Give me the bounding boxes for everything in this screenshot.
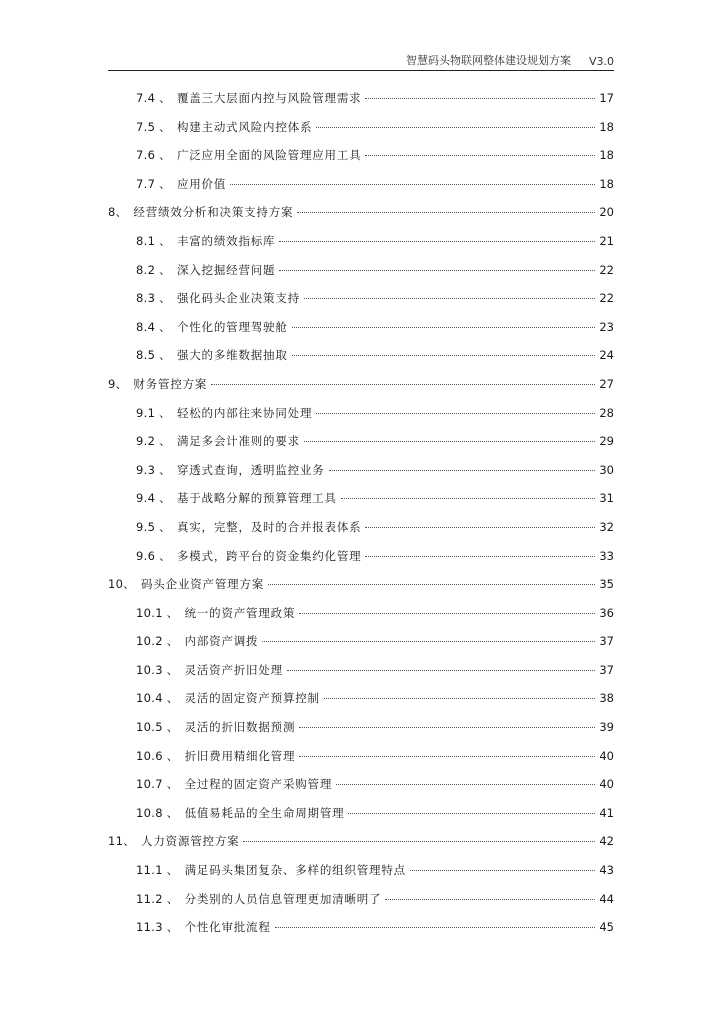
toc-leader-dots xyxy=(336,784,595,785)
toc-leader-dots xyxy=(365,98,595,99)
toc-entry-number: 8.3 、 xyxy=(136,291,171,306)
toc-entry-number: 7.5 、 xyxy=(136,119,171,134)
toc-entry[interactable] xyxy=(108,833,614,862)
toc-entry-page-number: 36 xyxy=(599,605,614,620)
toc-entry-title: 覆盖三大层面内控与风险管理需求 xyxy=(176,91,362,105)
toc-entry[interactable] xyxy=(108,519,614,548)
toc-entry-number: 10.5 、 xyxy=(136,720,179,735)
toc-leader-dots xyxy=(268,584,595,585)
toc-entry-title: 强化码头企业决策支持 xyxy=(176,291,300,306)
toc-leader-dots xyxy=(299,613,595,614)
toc-entry-page-number: 18 xyxy=(599,148,614,163)
toc-entry-number: 10.4 、 xyxy=(136,691,179,706)
toc-entry-number: 10.8 、 xyxy=(136,805,179,820)
document-version: V3.0 xyxy=(588,55,614,68)
toc-entry[interactable] xyxy=(108,204,614,233)
toc-entry-page-number: 40 xyxy=(599,777,614,792)
toc-entry-title: 轻松的内部往来协同处理 xyxy=(176,405,313,420)
toc-entry[interactable] xyxy=(108,662,614,691)
toc-entry-title: 真实，完整，及时的合并报表体系 xyxy=(176,519,362,534)
toc-entry-page-number: 44 xyxy=(599,891,614,906)
toc-entry-number: 10.7 、 xyxy=(136,777,179,792)
toc-entry-title: 穿透式查询，透明监控业务 xyxy=(176,462,325,477)
toc-entry[interactable] xyxy=(108,633,614,662)
toc-entry-title: 满足码头集团复杂、多样的组织管理特点 xyxy=(184,863,406,878)
toc-entry-page-number: 40 xyxy=(599,748,614,763)
toc-leader-dots xyxy=(279,270,595,271)
toc-entry-title: 低值易耗品的全生命周期管理 xyxy=(184,805,345,820)
toc-entry-number: 11、 xyxy=(108,834,136,849)
toc-entry[interactable] xyxy=(108,748,614,777)
toc-leader-dots xyxy=(316,413,595,414)
page-header xyxy=(108,50,614,71)
toc-entry-title: 财务管控方案 xyxy=(133,376,208,391)
toc-leader-dots xyxy=(297,212,595,213)
toc-leader-dots xyxy=(316,127,595,128)
toc-entry-page-number: 37 xyxy=(599,634,614,649)
toc-entry[interactable] xyxy=(108,376,614,405)
toc-entry-title: 分类别的人员信息管理更加清晰明了 xyxy=(184,891,382,906)
toc-entry-title: 强大的多维数据抽取 xyxy=(176,348,288,363)
toc-entry[interactable] xyxy=(108,90,614,119)
toc-entry-number: 11.1 、 xyxy=(136,863,179,878)
toc-leader-dots xyxy=(341,498,596,499)
toc-entry-page-number: 39 xyxy=(599,720,614,735)
toc-entry[interactable] xyxy=(108,576,614,605)
toc-entry-page-number: 23 xyxy=(599,319,614,334)
toc-entry-number: 9.6 、 xyxy=(136,548,171,563)
toc-entry-page-number: 27 xyxy=(599,376,614,391)
toc-leader-dots xyxy=(348,813,595,814)
toc-entry[interactable] xyxy=(108,233,614,262)
toc-leader-dots xyxy=(365,155,595,156)
toc-entry[interactable] xyxy=(108,347,614,376)
toc-entry-title: 统一的资产管理政策 xyxy=(184,605,296,620)
toc-leader-dots xyxy=(279,241,595,242)
toc-entry-number: 10.6 、 xyxy=(136,748,179,763)
toc-leader-dots xyxy=(324,698,595,699)
toc-entry-title: 人力资源管控方案 xyxy=(141,834,240,849)
toc-entry-title: 内部资产调拨 xyxy=(184,634,259,649)
toc-leader-dots xyxy=(262,641,595,642)
toc-entry-page-number: 35 xyxy=(599,577,614,592)
toc-entry[interactable] xyxy=(108,605,614,634)
toc-entry-number: 9.3 、 xyxy=(136,462,171,477)
toc-entry-title: 码头企业资产管理方案 xyxy=(141,577,265,592)
toc-entry[interactable] xyxy=(108,290,614,319)
toc-entry[interactable] xyxy=(108,490,614,519)
toc-entry-number: 11.3 、 xyxy=(136,920,179,935)
toc-entry-page-number: 43 xyxy=(599,863,614,878)
toc-entry-page-number: 17 xyxy=(599,91,614,105)
toc-entry-page-number: 33 xyxy=(599,548,614,563)
toc-entry[interactable] xyxy=(108,690,614,719)
toc-entry[interactable] xyxy=(108,405,614,434)
toc-leader-dots xyxy=(299,727,595,728)
toc-leader-dots xyxy=(230,184,595,185)
toc-leader-dots xyxy=(410,870,595,871)
toc-entry-number: 9.1 、 xyxy=(136,405,171,420)
toc-leader-dots xyxy=(385,899,595,900)
toc-entry[interactable] xyxy=(108,319,614,348)
toc-leader-dots xyxy=(329,470,596,471)
toc-entry-page-number: 24 xyxy=(599,348,614,363)
toc-leader-dots xyxy=(211,384,595,385)
toc-entry-title: 满足多会计准则的要求 xyxy=(176,434,300,449)
toc-entry-number: 10.1 、 xyxy=(136,605,179,620)
toc-entry-title: 折旧费用精细化管理 xyxy=(184,748,296,763)
document-title: 智慧码头物联网整体建设规划方案 xyxy=(405,54,571,67)
toc-entry-number: 8.1 、 xyxy=(136,233,171,248)
toc-entry-page-number: 31 xyxy=(599,491,614,506)
toc-entry[interactable] xyxy=(108,891,614,920)
toc-entry[interactable] xyxy=(108,462,614,491)
toc-entry-title: 全过程的固定资产采购管理 xyxy=(184,777,333,792)
toc-entry-page-number: 32 xyxy=(599,519,614,534)
toc-entry-page-number: 37 xyxy=(599,662,614,677)
toc-entry-number: 9、 xyxy=(108,376,128,391)
toc-entry-title: 应用价值 xyxy=(176,176,227,191)
toc-leader-dots xyxy=(243,841,595,842)
toc-entry-title: 灵活的固定资产预算控制 xyxy=(184,691,320,706)
toc-leader-dots xyxy=(292,327,596,328)
toc-leader-dots xyxy=(365,527,595,528)
toc-entry-number: 7.4 、 xyxy=(136,91,171,105)
toc-entry-number: 10、 xyxy=(108,577,136,592)
toc-entry-page-number: 22 xyxy=(599,262,614,277)
toc-entry-number: 7.6 、 xyxy=(136,148,171,163)
toc-entry-page-number: 20 xyxy=(599,205,614,220)
toc-entry[interactable] xyxy=(108,548,614,577)
toc-entry-number: 8.5 、 xyxy=(136,348,171,363)
toc-entry-title: 基于战略分解的预算管理工具 xyxy=(176,491,337,506)
toc-entry-number: 9.5 、 xyxy=(136,519,171,534)
toc-entry-number: 9.4 、 xyxy=(136,491,171,506)
toc-entry-number: 8.4 、 xyxy=(136,319,171,334)
toc-entry-number: 11.2 、 xyxy=(136,891,179,906)
toc-entry-title: 多模式，跨平台的资金集约化管理 xyxy=(176,548,362,563)
toc-leader-dots xyxy=(275,927,596,928)
toc-entry-number: 8.2 、 xyxy=(136,262,171,277)
toc-entry-title: 丰富的绩效指标库 xyxy=(176,233,276,248)
toc-entry-number: 9.2 、 xyxy=(136,434,171,449)
toc-entry-page-number: 18 xyxy=(599,119,614,134)
toc-entry[interactable] xyxy=(108,776,614,805)
toc-entry[interactable] xyxy=(108,262,614,291)
toc-leader-dots xyxy=(287,670,595,671)
toc-entry-page-number: 29 xyxy=(599,434,614,449)
toc-entry-page-number: 18 xyxy=(599,176,614,191)
toc-entry[interactable] xyxy=(108,719,614,748)
toc-entry[interactable] xyxy=(108,119,614,148)
toc-entry-title: 灵活资产折旧处理 xyxy=(184,662,283,677)
toc-entry-page-number: 41 xyxy=(599,805,614,820)
toc-entry-page-number: 42 xyxy=(599,834,614,849)
toc-entry-title: 个性化审批流程 xyxy=(184,920,271,935)
toc-entry[interactable] xyxy=(108,147,614,176)
toc-leader-dots xyxy=(365,556,595,557)
toc-entry-title: 个性化的管理驾驶舱 xyxy=(176,319,288,334)
toc-entry-title: 灵活的折旧数据预测 xyxy=(184,720,296,735)
toc-entry-title: 经营绩效分析和决策支持方案 xyxy=(133,205,294,220)
toc-leader-dots xyxy=(299,756,595,757)
toc-entry-page-number: 45 xyxy=(599,920,614,935)
toc-entry-title: 深入挖掘经营问题 xyxy=(176,262,276,277)
toc-leader-dots xyxy=(304,441,595,442)
toc-entry-page-number: 21 xyxy=(599,233,614,248)
toc-entry-number: 10.3 、 xyxy=(136,662,179,677)
toc-entry-number: 8、 xyxy=(108,205,128,220)
toc-entry-page-number: 22 xyxy=(599,291,614,306)
toc-entry[interactable] xyxy=(108,176,614,205)
toc-entry-number: 10.2 、 xyxy=(136,634,179,649)
toc-entry[interactable] xyxy=(108,919,614,948)
toc-entry-title: 构建主动式风险内控体系 xyxy=(176,119,313,134)
table-of-contents xyxy=(108,90,614,948)
toc-entry-title: 广泛应用全面的风险管理应用工具 xyxy=(176,148,362,163)
toc-entry-page-number: 28 xyxy=(599,405,614,420)
toc-entry-number: 7.7 、 xyxy=(136,176,171,191)
toc-leader-dots xyxy=(292,355,596,356)
toc-entry-page-number: 30 xyxy=(599,462,614,477)
toc-leader-dots xyxy=(304,298,595,299)
toc-entry-page-number: 38 xyxy=(599,691,614,706)
toc-entry[interactable] xyxy=(108,862,614,891)
toc-entry[interactable] xyxy=(108,433,614,462)
toc-entry[interactable] xyxy=(108,805,614,834)
